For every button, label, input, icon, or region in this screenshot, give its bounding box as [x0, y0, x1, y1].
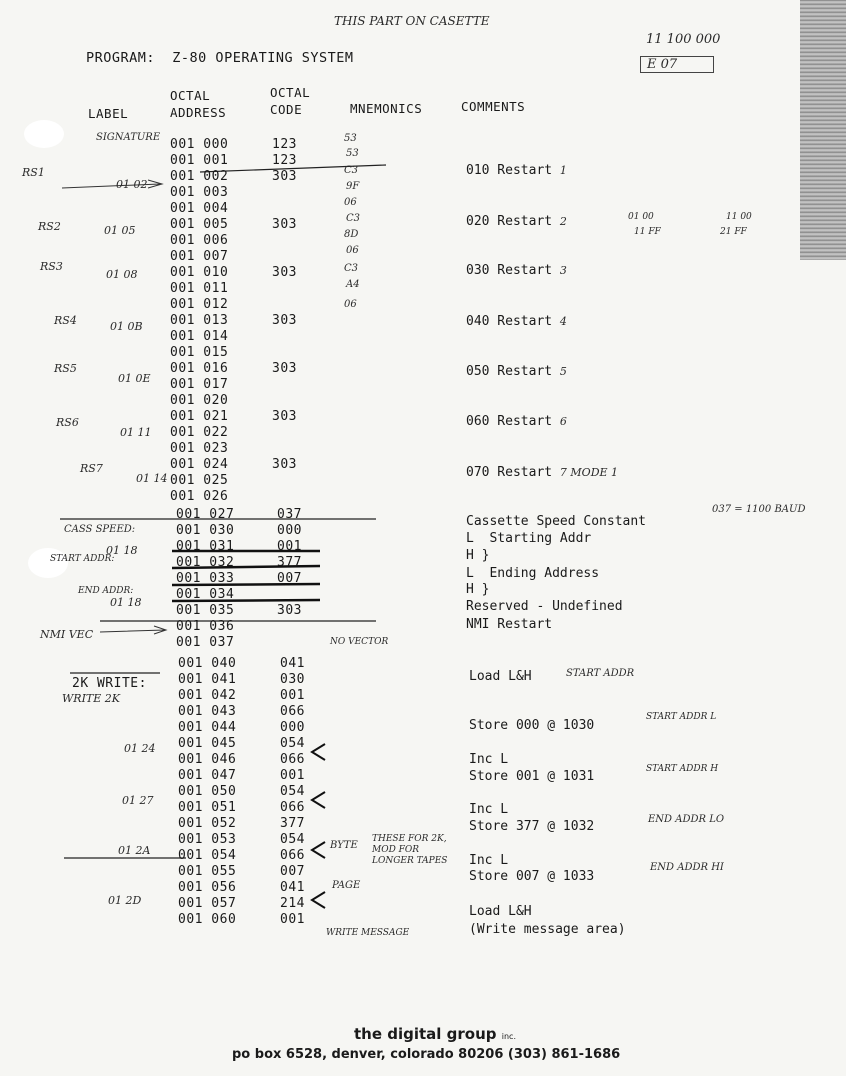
comment-restart-6: 060 Restart 6 [466, 414, 567, 429]
octal-code: 303 [277, 603, 302, 618]
octal-code: 066 [280, 848, 305, 863]
octal-address: 001 005 [170, 217, 229, 232]
label-end-addr: END ADDR: [78, 586, 134, 596]
octal-address: 001 033 [176, 571, 235, 586]
octal-address: 001 027 [176, 507, 235, 522]
octal-address: 001 020 [170, 393, 229, 408]
table-row [0, 752, 400, 768]
mnemonic-hand: 53 [346, 148, 359, 159]
table-row [0, 912, 400, 928]
program-title [86, 50, 353, 66]
hand-addr-0118b: 01 18 [110, 596, 142, 609]
table-row [0, 233, 400, 249]
octal-address: 001 011 [170, 281, 229, 296]
column-octal-1: OCTAL [170, 88, 211, 103]
comment-store-000: Store 000 @ 1030 [469, 718, 595, 733]
hand-addr-012d: 01 2D [108, 894, 142, 907]
column-address-text: ADDRESS [170, 105, 227, 120]
mnemonic-hand: A4 [346, 279, 360, 290]
table-row [0, 800, 400, 816]
table-row [0, 457, 400, 473]
comment-store-001: Store 001 @ 1031 [469, 769, 595, 784]
octal-code: 123 [272, 137, 297, 152]
note-end-addr-lo: END ADDR LO [648, 814, 725, 825]
label-nmi-vec: NMI VEC [40, 628, 94, 641]
octal-address: 001 052 [178, 816, 237, 831]
octal-address: 001 060 [178, 912, 237, 927]
table-row [0, 864, 400, 880]
comment-load-lh: Load L&H [469, 669, 532, 684]
mnemonic-hand: 8D [344, 229, 359, 240]
octal-code: 123 [272, 153, 297, 168]
comment-inc-l-2: Inc L [469, 802, 509, 817]
table-row [0, 185, 400, 201]
table-row [0, 688, 400, 704]
octal-code: 007 [277, 571, 302, 586]
octal-code: 214 [280, 896, 305, 911]
note-start-addr-h: START ADDR H [646, 764, 719, 774]
octal-code: 377 [277, 555, 302, 570]
octal-address: 001 056 [178, 880, 237, 895]
comment-restart-3: 030 Restart 3 [466, 263, 567, 278]
comment-end-l: L Ending Address [466, 566, 600, 581]
octal-code: 066 [280, 752, 305, 767]
label-rs6: RS6 [56, 416, 79, 429]
comment-cassette-speed: Cassette Speed Constant [466, 514, 647, 529]
top-handwritten-note: THIS PART ON CASETTE [334, 14, 490, 28]
octal-address: 001 025 [170, 473, 229, 488]
octal-address: 001 000 [170, 137, 229, 152]
table-row [0, 539, 400, 555]
table-row [0, 704, 400, 720]
octal-address: 001 015 [170, 345, 229, 360]
octal-address: 001 012 [170, 297, 229, 312]
octal-address: 001 034 [176, 587, 235, 602]
octal-address: 001 041 [178, 672, 237, 687]
octal-code: 303 [272, 361, 297, 376]
octal-code: 041 [280, 656, 305, 671]
table-row [0, 672, 400, 688]
comment-restart-2: 020 Restart 2 [466, 214, 567, 229]
table-row [0, 441, 400, 457]
hand-addr-0105: 01 05 [104, 224, 136, 237]
label-start-addr: START ADDR: [50, 554, 115, 564]
octal-address: 001 046 [178, 752, 237, 767]
octal-code: 037 [277, 507, 302, 522]
label-rs1: RS1 [22, 166, 45, 179]
footer-company: the digital group inc. [354, 1025, 516, 1043]
table-row [0, 736, 400, 752]
octal-address: 001 042 [178, 688, 237, 703]
column-mnemonics: MNEMONICS [350, 101, 423, 116]
column-code-text: CODE [270, 102, 303, 117]
table-row [0, 571, 400, 587]
mnemonic-hand: 06 [346, 245, 359, 256]
octal-code: 054 [280, 736, 305, 751]
label-write-2k-hand: WRITE 2K [62, 692, 121, 705]
hand-addr-010e: 01 0E [118, 372, 151, 385]
octal-address: 001 010 [170, 265, 229, 280]
octal-code: 054 [280, 784, 305, 799]
octal-address: 001 030 [176, 523, 235, 538]
table-row [0, 329, 400, 345]
note-start-addr: START ADDR [566, 668, 635, 679]
octal-address: 001 006 [170, 233, 229, 248]
octal-code: 000 [280, 720, 305, 735]
octal-address: 001 037 [176, 635, 235, 650]
comment-store-007: Store 007 @ 1033 [469, 869, 595, 884]
hand-addr-0114: 01 14 [136, 472, 168, 485]
column-label: LABEL [88, 106, 129, 121]
octal-address: 001 004 [170, 201, 229, 216]
comment-reserved: Reserved - Undefined [466, 599, 623, 614]
octal-address: 001 023 [170, 441, 229, 456]
octal-address: 001 054 [178, 848, 237, 863]
octal-code: 041 [280, 880, 305, 895]
table-row [0, 345, 400, 361]
table-row [0, 201, 400, 217]
octal-address: 001 051 [178, 800, 237, 815]
mnemonic-hand: 53 [344, 133, 357, 144]
octal-address: 001 007 [170, 249, 229, 264]
label-rs5: RS5 [54, 362, 77, 375]
octal-code: 001 [280, 768, 305, 783]
table-row [0, 507, 400, 523]
hand-addr-010b: 01 0B [110, 320, 143, 333]
comment-nmi-restart: NMI Restart [466, 617, 553, 632]
comment-inc-l-3: Inc L [469, 853, 509, 868]
mnemonic-hand: C3 [344, 263, 359, 274]
octal-code: 066 [280, 800, 305, 815]
comment-write-message: (Write message area) [469, 922, 626, 937]
octal-address: 001 016 [170, 361, 229, 376]
corner-note-2: E 07 [640, 56, 714, 73]
note-byte: BYTE [330, 840, 358, 851]
table-row [0, 153, 400, 169]
octal-address: 001 014 [170, 329, 229, 344]
mnemonic-hand: C3 [344, 165, 359, 176]
hand-addr-0111: 01 11 [120, 426, 152, 439]
table-row [0, 784, 400, 800]
table-row [0, 720, 400, 736]
note-start-addr-l: START ADDR L [646, 712, 717, 722]
octal-code: 303 [272, 409, 297, 424]
octal-address: 001 043 [178, 704, 237, 719]
octal-address: 001 017 [170, 377, 229, 392]
mnemonic-hand: 9F [346, 181, 360, 192]
table-row [0, 281, 400, 297]
octal-address: 001 031 [176, 539, 235, 554]
comment-start-h: H } [466, 548, 490, 563]
octal-address: 001 055 [178, 864, 237, 879]
octal-code: 030 [280, 672, 305, 687]
table-row [0, 473, 400, 489]
hand-addr-0108: 01 08 [106, 268, 138, 281]
octal-code: 066 [280, 704, 305, 719]
octal-code: 303 [272, 265, 297, 280]
note-side-1100: 11 00 [726, 212, 752, 222]
column-address [170, 87, 226, 121]
comment-restart-4: 040 Restart 4 [466, 314, 567, 329]
note-side-11ff: 11 FF [634, 227, 661, 237]
column-comments: COMMENTS [461, 99, 526, 114]
hand-addr-012a: 01 2A [118, 844, 151, 857]
octal-code: 303 [272, 313, 297, 328]
mnemonic-hand: 06 [344, 197, 357, 208]
label-rs2: RS2 [38, 220, 61, 233]
octal-address: 001 057 [178, 896, 237, 911]
table-row [0, 169, 400, 185]
table-row [0, 377, 400, 393]
comment-load-lh-2: Load L&H [469, 904, 532, 919]
hand-addr-0127: 01 27 [122, 794, 154, 807]
octal-address: 001 013 [170, 313, 229, 328]
octal-address: 001 044 [178, 720, 237, 735]
octal-address: 001 022 [170, 425, 229, 440]
label-cass-speed: CASS SPEED: [64, 524, 136, 535]
octal-code: 000 [277, 523, 302, 538]
column-code [270, 84, 310, 118]
comment-inc-l-1: Inc L [469, 752, 509, 767]
note-side-0100: 01 00 [628, 212, 654, 222]
note-baud: 037 = 1100 BAUD [712, 504, 806, 515]
table-row [0, 587, 400, 603]
comment-restart-1: 010 Restart 1 [466, 163, 567, 178]
octal-address: 001 024 [170, 457, 229, 472]
octal-address: 001 001 [170, 153, 229, 168]
octal-address: 001 036 [176, 619, 235, 634]
table-row [0, 523, 400, 539]
table-row [0, 896, 400, 912]
comment-start-l: L Starting Addr [466, 531, 592, 546]
label-2k-write: 2K WRITE: [72, 676, 147, 691]
hand-addr-0124: 01 24 [124, 742, 156, 755]
column-octal-2: OCTAL [270, 85, 311, 100]
octal-code: 054 [280, 832, 305, 847]
octal-code: 303 [272, 457, 297, 472]
table-row [0, 656, 400, 672]
octal-address: 001 002 [170, 169, 229, 184]
table-row [0, 393, 400, 409]
note-no-vector: NO VECTOR [330, 637, 389, 647]
comment-end-h: H } [466, 582, 490, 597]
octal-address: 001 045 [178, 736, 237, 751]
label-rs7: RS7 [80, 462, 103, 475]
octal-address: 001 032 [176, 555, 235, 570]
hand-addr-0102: 01 02 [116, 178, 148, 191]
octal-code: 303 [272, 217, 297, 232]
label-signature: SIGNATURE [96, 132, 161, 143]
octal-code: 001 [280, 912, 305, 927]
octal-address: 001 021 [170, 409, 229, 424]
label-rs3: RS3 [40, 260, 63, 273]
note-these-for-2k: THESE FOR 2K, MOD FOR LONGER TAPES [372, 834, 448, 866]
comment-restart-5: 050 Restart 5 [466, 364, 567, 379]
octal-address: 001 040 [178, 656, 237, 671]
program-label: PROGRAM: [86, 50, 156, 66]
octal-address: 001 053 [178, 832, 237, 847]
octal-address: 001 047 [178, 768, 237, 783]
mnemonic-hand: 06 [344, 299, 357, 310]
octal-address: 001 003 [170, 185, 229, 200]
comment-store-377: Store 377 @ 1032 [469, 819, 595, 834]
octal-address: 001 050 [178, 784, 237, 799]
program-name: Z-80 OPERATING SYSTEM [172, 50, 354, 66]
octal-code: 001 [277, 539, 302, 554]
octal-code: 303 [272, 169, 297, 184]
table-row [0, 489, 400, 505]
octal-address: 001 035 [176, 603, 235, 618]
octal-code: 007 [280, 864, 305, 879]
note-end-addr-hi: END ADDR HI [650, 862, 724, 873]
corner-note-1: 11 100 000 [646, 32, 721, 47]
label-rs4: RS4 [54, 314, 77, 327]
octal-code: 377 [280, 816, 305, 831]
footer-address: po box 6528, denver, colorado 80206 (303) 861-1686 [232, 1047, 621, 1062]
mnemonic-hand: C3 [346, 213, 361, 224]
note-page: PAGE [332, 880, 361, 891]
table-row [0, 768, 400, 784]
note-write-message: WRITE MESSAGE [326, 928, 410, 938]
octal-address: 001 026 [170, 489, 229, 504]
comment-restart-7: 070 Restart 7 MODE 1 [466, 465, 619, 480]
hand-addr-0118a: 01 18 [106, 544, 138, 557]
note-side-21ff: 21 FF [720, 227, 747, 237]
table-row [0, 603, 400, 619]
octal-code: 001 [280, 688, 305, 703]
table-row [0, 816, 400, 832]
table-row [0, 297, 400, 313]
table-row [0, 137, 400, 153]
